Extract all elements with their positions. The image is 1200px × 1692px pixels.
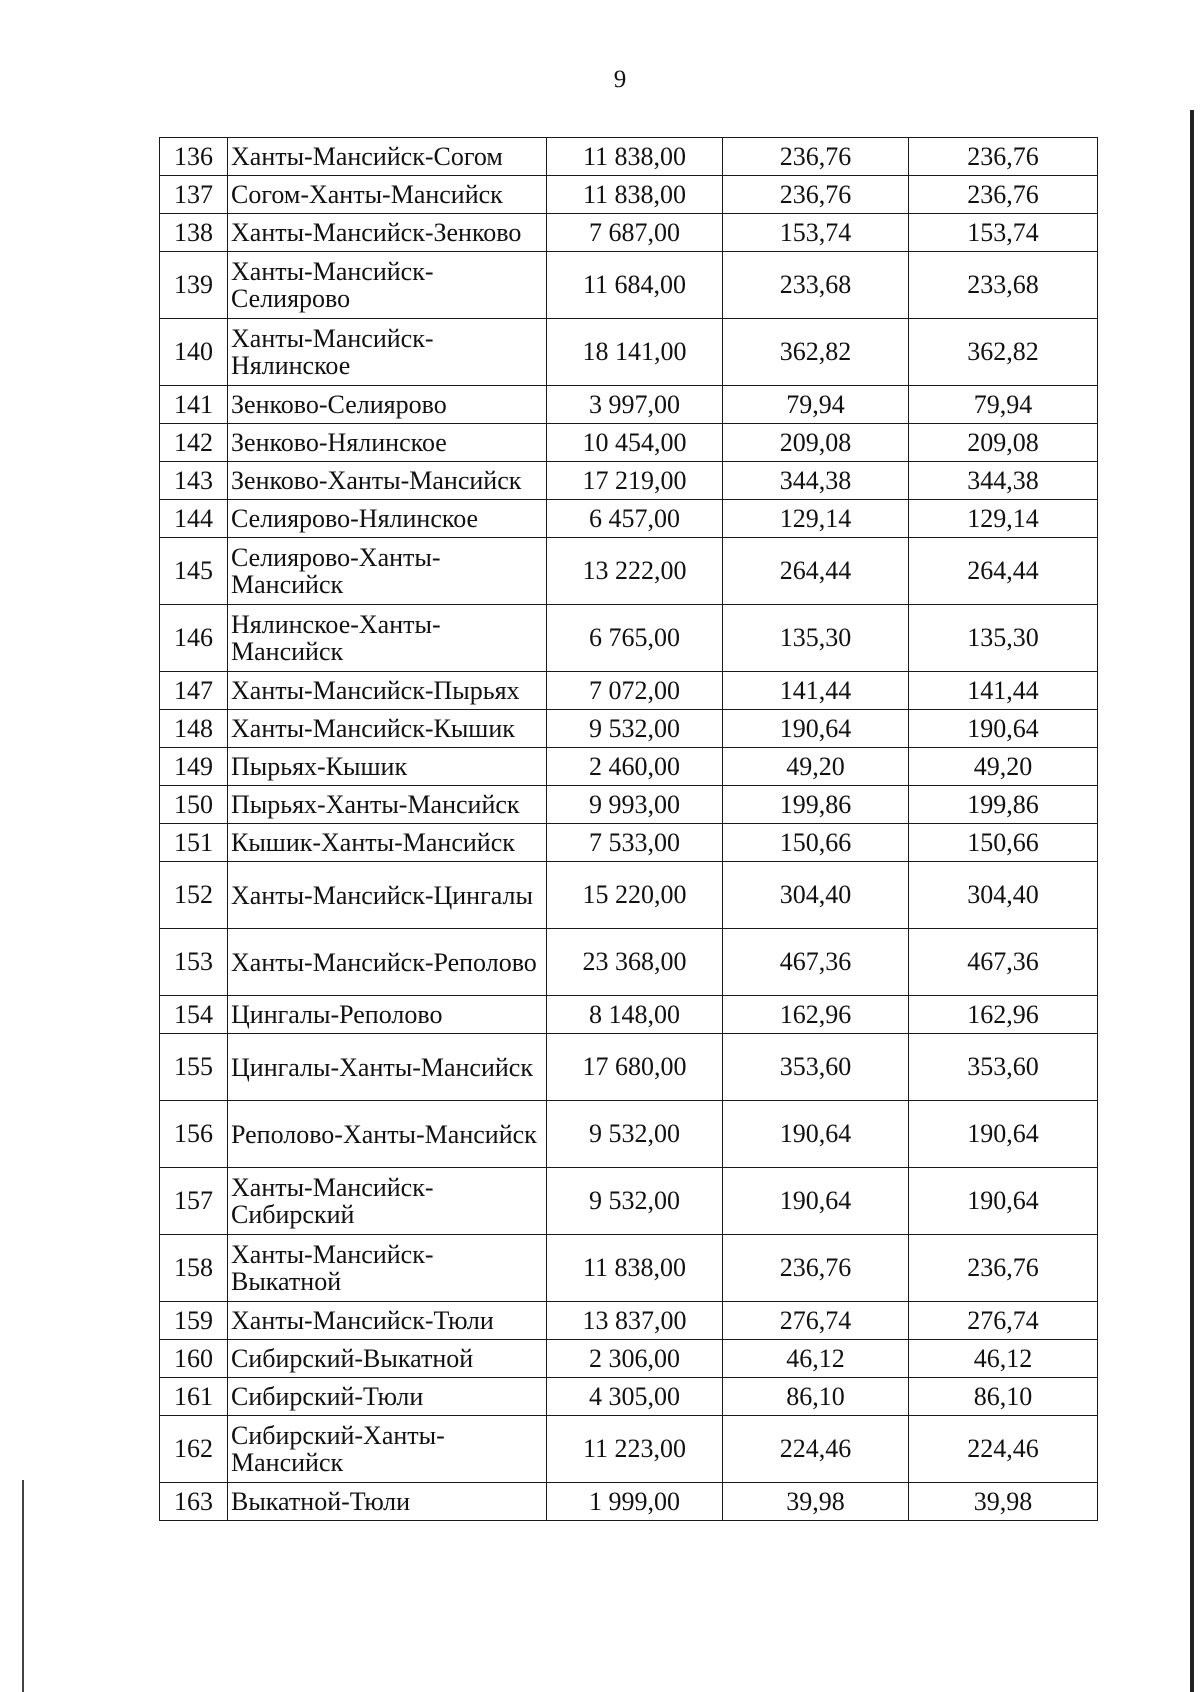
- route-name: Ханты-Мансийск-Пырьях: [228, 672, 547, 710]
- route-name: Ханты-Мансийск-Кышик: [228, 710, 547, 748]
- table-row: [160, 672, 1098, 710]
- value-column-4: 276,74: [723, 1302, 909, 1340]
- value-column-5: 79,94: [909, 386, 1098, 424]
- fare-value: 10 454,00: [547, 424, 723, 462]
- value-column-5: 150,66: [909, 824, 1098, 862]
- value-column-5: 233,68: [909, 252, 1098, 319]
- row-number: 155: [160, 1034, 228, 1101]
- value-column-5: 276,74: [909, 1302, 1098, 1340]
- value-column-4: 135,30: [723, 605, 909, 672]
- fare-value: 7 533,00: [547, 824, 723, 862]
- value-column-5: 199,86: [909, 786, 1098, 824]
- row-number: 146: [160, 605, 228, 672]
- value-column-5: 236,76: [909, 1235, 1098, 1302]
- table-row: [160, 176, 1098, 214]
- route-name: Ханты-Мансийск-Нялинское: [228, 319, 547, 386]
- value-column-4: 190,64: [723, 1168, 909, 1235]
- value-column-5: 362,82: [909, 319, 1098, 386]
- row-number: 156: [160, 1101, 228, 1168]
- value-column-5: 49,20: [909, 748, 1098, 786]
- route-name: Пырьях-Ханты-Мансийск: [228, 786, 547, 824]
- value-column-4: 190,64: [723, 710, 909, 748]
- route-name: Ханты-Мансийск-Реполово: [228, 929, 547, 996]
- table-row: [160, 1034, 1098, 1101]
- value-column-5: 353,60: [909, 1034, 1098, 1101]
- fare-value: 11 838,00: [547, 176, 723, 214]
- row-number: 163: [160, 1483, 228, 1521]
- route-name: Выкатной-Тюли: [228, 1483, 547, 1521]
- value-column-4: 79,94: [723, 386, 909, 424]
- route-name: Зенково-Селиярово: [228, 386, 547, 424]
- scan-left-edge: [22, 1480, 24, 1692]
- row-number: 152: [160, 862, 228, 929]
- fare-value: 6 457,00: [547, 500, 723, 538]
- table-row: [160, 500, 1098, 538]
- fare-value: 7 072,00: [547, 672, 723, 710]
- route-name: Ханты-Мансийск-Тюли: [228, 1302, 547, 1340]
- route-name: Нялинское-Ханты-Мансийск: [228, 605, 547, 672]
- row-number: 157: [160, 1168, 228, 1235]
- table-row: [160, 862, 1098, 929]
- route-name: Цингалы-Ханты-Мансийск: [228, 1034, 547, 1101]
- route-name: Зенково-Ханты-Мансийск: [228, 462, 547, 500]
- value-column-4: 353,60: [723, 1034, 909, 1101]
- row-number: 140: [160, 319, 228, 386]
- value-column-4: 224,46: [723, 1416, 909, 1483]
- fare-value: 23 368,00: [547, 929, 723, 996]
- table-row: [160, 786, 1098, 824]
- row-number: 154: [160, 996, 228, 1034]
- value-column-4: 49,20: [723, 748, 909, 786]
- table-row: [160, 605, 1098, 672]
- row-number: 136: [160, 138, 228, 176]
- table-row: [160, 824, 1098, 862]
- fare-value: 11 223,00: [547, 1416, 723, 1483]
- table-row: [160, 462, 1098, 500]
- row-number: 150: [160, 786, 228, 824]
- fare-value: 13 837,00: [547, 1302, 723, 1340]
- scan-margin-edge: [1190, 110, 1194, 1692]
- row-number: 145: [160, 538, 228, 605]
- value-column-4: 190,64: [723, 1101, 909, 1168]
- row-number: 159: [160, 1302, 228, 1340]
- value-column-5: 304,40: [909, 862, 1098, 929]
- value-column-4: 233,68: [723, 252, 909, 319]
- fare-value: 15 220,00: [547, 862, 723, 929]
- fare-value: 9 532,00: [547, 710, 723, 748]
- value-column-5: 86,10: [909, 1378, 1098, 1416]
- table-row: [160, 214, 1098, 252]
- value-column-4: 86,10: [723, 1378, 909, 1416]
- value-column-4: 236,76: [723, 138, 909, 176]
- row-number: 158: [160, 1235, 228, 1302]
- table-row: [160, 386, 1098, 424]
- table-row: [160, 252, 1098, 319]
- value-column-5: 190,64: [909, 1101, 1098, 1168]
- route-name: Сибирский-Тюли: [228, 1378, 547, 1416]
- row-number: 149: [160, 748, 228, 786]
- table-row: [160, 1340, 1098, 1378]
- row-number: 161: [160, 1378, 228, 1416]
- value-column-5: 162,96: [909, 996, 1098, 1034]
- value-column-4: 199,86: [723, 786, 909, 824]
- value-column-5: 224,46: [909, 1416, 1098, 1483]
- fare-value: 17 680,00: [547, 1034, 723, 1101]
- table-row: [160, 929, 1098, 996]
- value-column-4: 153,74: [723, 214, 909, 252]
- route-name: Селиярово-Ханты-Мансийск: [228, 538, 547, 605]
- fare-table: [159, 137, 1098, 1521]
- route-name: Ханты-Мансийск-Согом: [228, 138, 547, 176]
- value-column-5: 141,44: [909, 672, 1098, 710]
- fare-value: 9 532,00: [547, 1101, 723, 1168]
- value-column-4: 209,08: [723, 424, 909, 462]
- value-column-5: 129,14: [909, 500, 1098, 538]
- value-column-4: 304,40: [723, 862, 909, 929]
- route-name: Кышик-Ханты-Мансийск: [228, 824, 547, 862]
- value-column-5: 153,74: [909, 214, 1098, 252]
- table-row: [160, 1101, 1098, 1168]
- route-name: Сибирский-Ханты-Мансийск: [228, 1416, 547, 1483]
- value-column-4: 39,98: [723, 1483, 909, 1521]
- fare-value: 6 765,00: [547, 605, 723, 672]
- route-name: Согом-Ханты-Мансийск: [228, 176, 547, 214]
- value-column-4: 129,14: [723, 500, 909, 538]
- value-column-4: 150,66: [723, 824, 909, 862]
- fare-value: 4 305,00: [547, 1378, 723, 1416]
- value-column-5: 209,08: [909, 424, 1098, 462]
- value-column-5: 236,76: [909, 176, 1098, 214]
- route-name: Цингалы-Реполово: [228, 996, 547, 1034]
- fare-value: 11 684,00: [547, 252, 723, 319]
- value-column-4: 141,44: [723, 672, 909, 710]
- value-column-4: 236,76: [723, 176, 909, 214]
- route-name: Ханты-Мансийск-Зенково: [228, 214, 547, 252]
- table-row: [160, 424, 1098, 462]
- table-row: [160, 1302, 1098, 1340]
- value-column-5: 39,98: [909, 1483, 1098, 1521]
- fare-value: 18 141,00: [547, 319, 723, 386]
- page-number: 9: [613, 66, 627, 93]
- value-column-4: 467,36: [723, 929, 909, 996]
- value-column-5: 236,76: [909, 138, 1098, 176]
- table-row: [160, 710, 1098, 748]
- row-number: 138: [160, 214, 228, 252]
- table-row: [160, 748, 1098, 786]
- row-number: 162: [160, 1416, 228, 1483]
- value-column-5: 264,44: [909, 538, 1098, 605]
- route-name: Селиярово-Нялинское: [228, 500, 547, 538]
- row-number: 139: [160, 252, 228, 319]
- fare-value: 1 999,00: [547, 1483, 723, 1521]
- row-number: 144: [160, 500, 228, 538]
- value-column-5: 344,38: [909, 462, 1098, 500]
- table-row: [160, 1168, 1098, 1235]
- route-name: Ханты-Мансийск-Селиярово: [228, 252, 547, 319]
- row-number: 153: [160, 929, 228, 996]
- fare-value: 17 219,00: [547, 462, 723, 500]
- table-row: [160, 996, 1098, 1034]
- route-name: Зенково-Нялинское: [228, 424, 547, 462]
- route-name: Реполово-Ханты-Мансийск: [228, 1101, 547, 1168]
- row-number: 137: [160, 176, 228, 214]
- fare-value: 3 997,00: [547, 386, 723, 424]
- route-name: Ханты-Мансийск-Цингалы: [228, 862, 547, 929]
- value-column-4: 162,96: [723, 996, 909, 1034]
- route-name: Ханты-Мансийск-Выкатной: [228, 1235, 547, 1302]
- table-row: [160, 1378, 1098, 1416]
- fare-value: 2 460,00: [547, 748, 723, 786]
- table-row: [160, 538, 1098, 605]
- row-number: 141: [160, 386, 228, 424]
- value-column-4: 46,12: [723, 1340, 909, 1378]
- row-number: 151: [160, 824, 228, 862]
- table-row: [160, 1416, 1098, 1483]
- value-column-5: 46,12: [909, 1340, 1098, 1378]
- table-row: [160, 138, 1098, 176]
- value-column-5: 190,64: [909, 1168, 1098, 1235]
- route-name: Сибирский-Выкатной: [228, 1340, 547, 1378]
- fare-value: 11 838,00: [547, 1235, 723, 1302]
- value-column-4: 344,38: [723, 462, 909, 500]
- row-number: 147: [160, 672, 228, 710]
- value-column-5: 467,36: [909, 929, 1098, 996]
- fare-value: 2 306,00: [547, 1340, 723, 1378]
- value-column-4: 236,76: [723, 1235, 909, 1302]
- route-name: Пырьях-Кышик: [228, 748, 547, 786]
- fare-value: 9 532,00: [547, 1168, 723, 1235]
- value-column-4: 362,82: [723, 319, 909, 386]
- fare-value: 7 687,00: [547, 214, 723, 252]
- table-row: [160, 1483, 1098, 1521]
- fare-value: 8 148,00: [547, 996, 723, 1034]
- fare-value: 11 838,00: [547, 138, 723, 176]
- value-column-5: 190,64: [909, 710, 1098, 748]
- table-row: [160, 319, 1098, 386]
- fare-value: 9 993,00: [547, 786, 723, 824]
- fare-value: 13 222,00: [547, 538, 723, 605]
- row-number: 143: [160, 462, 228, 500]
- row-number: 148: [160, 710, 228, 748]
- row-number: 160: [160, 1340, 228, 1378]
- value-column-5: 135,30: [909, 605, 1098, 672]
- row-number: 142: [160, 424, 228, 462]
- value-column-4: 264,44: [723, 538, 909, 605]
- table-row: [160, 1235, 1098, 1302]
- route-name: Ханты-Мансийск-Сибирский: [228, 1168, 547, 1235]
